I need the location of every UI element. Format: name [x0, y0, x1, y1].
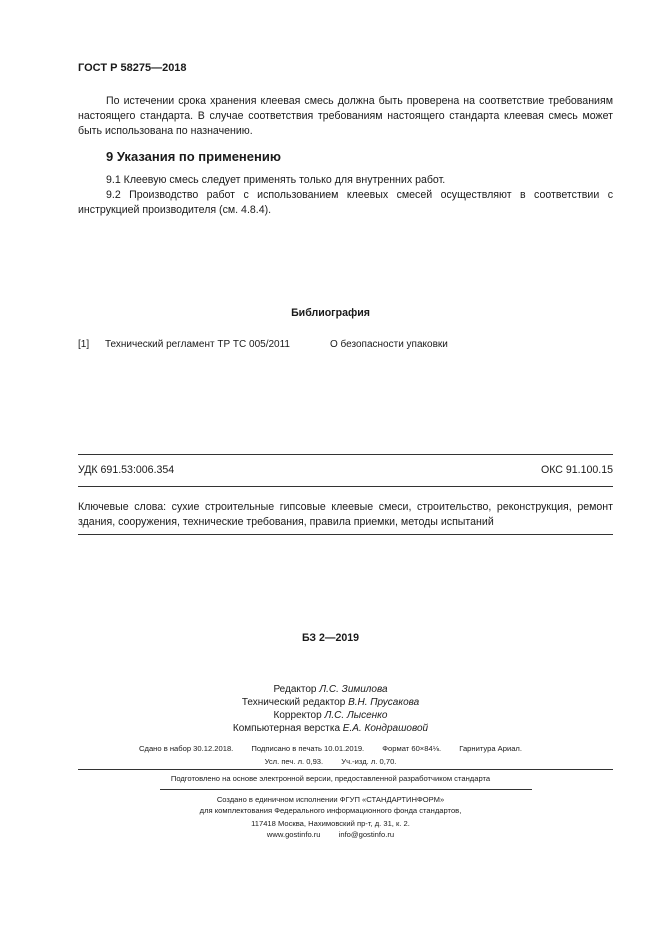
created-line-2: для комплектования Федерального информационного фонда стандартов,	[199, 806, 462, 815]
tech-editor-label: Технический редактор	[241, 697, 346, 708]
corrector-label: Корректор	[273, 710, 322, 721]
divider-colophon-1	[78, 769, 613, 770]
tech-editor-line	[0, 696, 661, 709]
section-title: 9 Указания по применению	[106, 149, 281, 164]
section-paragraph-9-1: 9.1 Клеевую смесь следует применять только для внутренних работ.	[106, 174, 446, 186]
publisher-address	[0, 818, 661, 840]
created-note	[0, 794, 661, 816]
oks-code: ОКС 91.100.15	[540, 464, 613, 476]
print-details-line-2	[0, 755, 661, 768]
intro-paragraph: По истечении срока хранения клеевая смесь должна быть проверена на соответствие требованиям настоящего стандарта. В случае соответствия требованиям настоящего стандарта клеевая смесь может быть использована по назначению.	[78, 95, 613, 137]
print-details	[0, 742, 661, 768]
bibliography-item-number: [1]	[78, 339, 90, 350]
editors-block	[0, 683, 661, 735]
corrector-line	[0, 709, 661, 722]
created-line-1: Создано в единичном исполнении ФГУП «СТАНДАРТИНФОРМ»	[216, 795, 445, 804]
divider-top	[78, 454, 613, 455]
divider-bottom	[78, 534, 613, 535]
editor-name: Л.С. Зимилова	[319, 684, 388, 695]
corrector-name: Л.С. Лысенко	[324, 710, 388, 721]
bz-number: БЗ 2—2019	[301, 632, 360, 644]
publication-sheets: Уч.-изд. л. 0,70.	[341, 757, 397, 766]
bibliography-item-title: О безопасности упаковки	[330, 339, 448, 350]
email-link[interactable]: info@gostinfo.ru	[338, 830, 395, 839]
print-sheets: Усл. печ. л. 0,93.	[264, 757, 324, 766]
address-line: 117418 Москва, Нахимовский пр-т, д. 31, к. 2.	[251, 819, 410, 828]
divider-middle	[78, 486, 613, 487]
document-header: ГОСТ Р 58275—2018	[78, 62, 187, 74]
udk-code: УДК 691.53:006.354	[78, 464, 175, 476]
editor-label: Редактор	[273, 684, 317, 695]
section-paragraph-9-2: 9.2 Производство работ с использованием клеевых смесей осуществляют в соответствии с инструкцией производителя (см. 4.8.4).	[78, 189, 613, 216]
sent-to-set: Сдано в набор 30.12.2018.	[139, 744, 234, 753]
signed-to-print: Подписано в печать 10.01.2019.	[251, 744, 365, 753]
contacts-line	[0, 829, 661, 840]
layout-label: Компьютерная верстка	[232, 723, 341, 734]
bibliography-title: Библиография	[291, 307, 370, 319]
bibliography-item-document: Технический регламент ТР ТС 005/2011	[105, 339, 290, 350]
layout-line	[0, 722, 661, 735]
layout-name: Е.А. Кондрашовой	[342, 723, 429, 734]
editor-line	[0, 683, 661, 696]
keywords: Ключевые слова: сухие строительные гипсовые клеевые смеси, строительство, реконструкция, ремонт здания, сооружения, технические требования, правила приемки, методы испытаний	[78, 501, 613, 528]
typeface: Гарнитура Ариал.	[459, 744, 522, 753]
prepared-note: Подготовлено на основе электронной версии, предоставленной разработчиком стандарта	[170, 774, 491, 783]
website-link[interactable]: www.gostinfo.ru	[266, 830, 321, 839]
print-format: Формат 60×84⅛.	[382, 744, 442, 753]
divider-colophon-2	[160, 789, 532, 790]
print-details-line-1	[0, 742, 661, 755]
tech-editor-name: В.Н. Прусакова	[348, 697, 420, 708]
